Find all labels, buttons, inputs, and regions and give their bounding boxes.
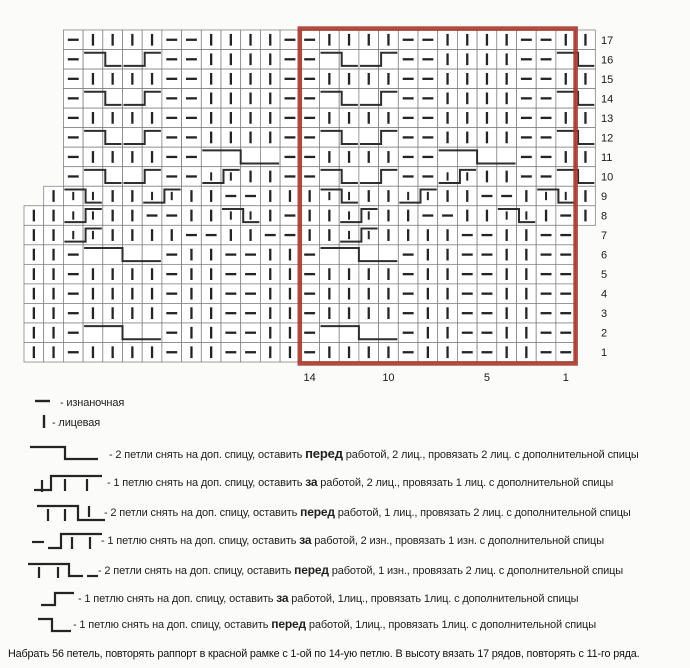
legend-item-cable-1-1-front: [0, 614, 690, 638]
cable-1-2-back-icon: [33, 471, 103, 495]
stitch-number: 14: [303, 372, 316, 384]
row-number: 5: [601, 269, 608, 282]
purl-symbol-icon: [33, 392, 53, 408]
row-number: 11: [601, 151, 613, 164]
pattern-instructions: Набрать 56 петель, повторять раппорт в красной рамке с 1-ой по 14-ую петлю. В высоту вязать 17 рядов, повторять с 11-го ряда.: [8, 648, 640, 660]
legend-text: - 1 петлю снять на доп. спицу, оставить за работой, 2 лиц., провязать 1 лиц. с дополнительной спицы: [107, 475, 614, 489]
stitch-number: 5: [483, 372, 491, 384]
legend-item-knit: [0, 412, 690, 436]
row-number: 14: [601, 93, 614, 106]
row-number: 2: [601, 327, 608, 340]
row-number: 9: [601, 191, 608, 204]
legend-item-cable-2-1-front-purl: [0, 559, 690, 583]
stitch-number: 1: [562, 372, 569, 384]
knit-symbol-icon: [39, 412, 51, 430]
row-number: 4: [601, 288, 608, 301]
row-number: 13: [601, 112, 614, 125]
legend-text: - 1 петлю снять на доп. спицу, оставить за работой, 1лиц., провязать 1лиц. с дополнительной спицы: [78, 591, 579, 605]
cable-1-1-front-icon: [37, 614, 73, 636]
row-number: 15: [601, 73, 614, 86]
stitch-number: 10: [382, 372, 395, 384]
row-number: 6: [601, 249, 608, 262]
legend-text: - 2 петли снять на доп. спицу, оставить перед работой, 1 лиц., провязать 2 лиц. с дополнительной спицы: [104, 505, 631, 519]
row-number: 3: [601, 308, 608, 321]
cable-1-2-back-purl-icon: [31, 529, 103, 553]
row-number: 17: [601, 34, 614, 47]
legend-item-cable-2-2-front: [0, 441, 690, 465]
legend-text: - 1 петлю снять на доп. спицу, оставить за работой, 2 изн., провязать 1 изн. с дополнительной спицы: [101, 533, 604, 547]
row-number: 8: [601, 210, 608, 223]
cable-2-2-front-icon: [29, 441, 99, 465]
legend-text: - изнаночная: [60, 397, 125, 409]
legend-text: - 1 петлю снять на доп. спицу, оставить перед работой, 1лиц., провязать 1лиц. с дополнительной спицы: [73, 617, 596, 631]
cable-2-1-front-purl-icon: [27, 559, 99, 583]
row-number: 7: [601, 230, 608, 243]
legend-item-cable-1-1-back: [0, 588, 690, 612]
cable-1-1-back-icon: [40, 588, 76, 610]
row-number: 12: [601, 132, 614, 145]
legend-item-cable-1-2-back: [0, 471, 690, 495]
legend-text: - лицевая: [52, 417, 101, 429]
legend-text: - 2 петли снять на доп. спицу, оставить перед работой, 2 лиц., провязать 2 лиц. с дополнительной спицы: [109, 446, 639, 461]
row-number: 10: [601, 171, 614, 184]
legend-item-cable-1-2-back-purl: [0, 529, 690, 553]
row-number: 1: [601, 347, 608, 360]
row-number: 16: [601, 54, 614, 67]
legend-item-cable-2-1-front: [0, 501, 690, 525]
legend-text: - 2 петли снять на доп. спицу, оставить перед работой, 1 изн., провязать 2 лиц. с дополнительной спицы: [98, 563, 624, 577]
cable-2-1-front-icon: [36, 501, 106, 525]
